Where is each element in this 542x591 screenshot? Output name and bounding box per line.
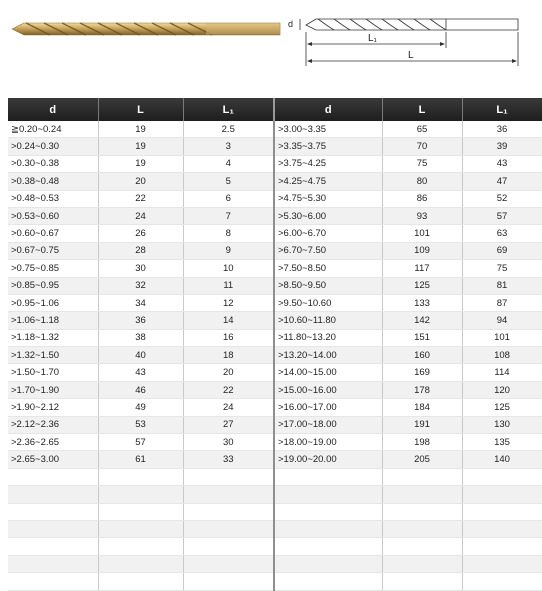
table-cell-empty <box>382 555 462 572</box>
table-cell-empty <box>382 538 462 555</box>
table-row <box>8 242 542 259</box>
table-cell: >1.90~2.12 <box>8 399 98 416</box>
table-cell-empty <box>8 486 98 503</box>
table-cell: 11 <box>183 277 274 294</box>
table-cell-empty <box>8 573 98 590</box>
table-cell: >2.65~3.00 <box>8 451 98 468</box>
table-row <box>8 312 542 329</box>
table-cell: >3.35~3.75 <box>274 138 382 155</box>
table-cell: 7 <box>183 207 274 224</box>
table-cell: >1.32~1.50 <box>8 347 98 364</box>
table-cell: 10 <box>183 260 274 277</box>
column-header: L₁ <box>462 98 542 121</box>
table-cell: 47 <box>462 173 542 190</box>
table-cell: 19 <box>98 155 183 172</box>
table-cell-empty <box>183 503 274 520</box>
table-cell: 125 <box>382 277 462 294</box>
table-cell: >9.50~10.60 <box>274 294 382 311</box>
table-cell: >1.70~1.90 <box>8 381 98 398</box>
table-cell: 191 <box>382 416 462 433</box>
table-cell: 2.5 <box>183 121 274 138</box>
table-cell: >0.95~1.06 <box>8 294 98 311</box>
table-cell: >6.70~7.50 <box>274 242 382 259</box>
table-cell: 20 <box>98 173 183 190</box>
table-cell: >0.48~0.53 <box>8 190 98 207</box>
table-cell: 19 <box>98 121 183 138</box>
table-cell-empty <box>274 538 382 555</box>
table-cell-empty <box>382 468 462 485</box>
table-cell: 26 <box>98 225 183 242</box>
table-cell: 36 <box>98 312 183 329</box>
table-cell: 22 <box>98 190 183 207</box>
table-cell: >3.00~3.35 <box>274 121 382 138</box>
table-cell: >1.50~1.70 <box>8 364 98 381</box>
table-row <box>8 225 542 242</box>
table-cell-empty <box>8 468 98 485</box>
table-cell: 87 <box>462 294 542 311</box>
table-cell-empty <box>274 520 382 537</box>
table-row-empty <box>8 503 542 520</box>
table-cell: >0.24~0.30 <box>8 138 98 155</box>
table-cell-empty <box>8 555 98 572</box>
table-cell: >2.12~2.36 <box>8 416 98 433</box>
table-cell: 75 <box>382 155 462 172</box>
table-cell-empty <box>274 555 382 572</box>
table-cell: >1.18~1.32 <box>8 329 98 346</box>
table-row <box>8 294 542 311</box>
table-cell-empty <box>382 573 462 590</box>
table-cell: 24 <box>98 207 183 224</box>
table-cell-empty <box>98 538 183 555</box>
table-cell: 133 <box>382 294 462 311</box>
table-cell-empty <box>8 520 98 537</box>
table-cell: >14.00~15.00 <box>274 364 382 381</box>
table-cell: 130 <box>462 416 542 433</box>
table-cell: 49 <box>98 399 183 416</box>
table-cell: 160 <box>382 347 462 364</box>
table-cell-empty <box>98 486 183 503</box>
table-row <box>8 329 542 346</box>
table-cell-empty <box>274 486 382 503</box>
table-cell: 178 <box>382 381 462 398</box>
table-cell-empty <box>8 503 98 520</box>
table-cell: 135 <box>462 434 542 451</box>
drill-size-table <box>8 98 542 591</box>
table-row-empty <box>8 555 542 572</box>
table-cell-empty <box>183 468 274 485</box>
table-cell: 34 <box>98 294 183 311</box>
table-cell: >3.75~4.25 <box>274 155 382 172</box>
table-cell: >0.53~0.60 <box>8 207 98 224</box>
table-cell-empty <box>274 468 382 485</box>
label-l: L <box>408 50 414 61</box>
label-d: d <box>288 19 294 29</box>
table-cell: >0.67~0.75 <box>8 242 98 259</box>
table-cell: >0.30~0.38 <box>8 155 98 172</box>
drill-dimension-diagram <box>286 6 536 72</box>
table-cell: 5 <box>183 173 274 190</box>
table-cell-empty <box>462 520 542 537</box>
table-cell: >0.75~0.85 <box>8 260 98 277</box>
table-row <box>8 207 542 224</box>
table-cell: 20 <box>183 364 274 381</box>
table-cell: 30 <box>98 260 183 277</box>
table-row-empty <box>8 486 542 503</box>
table-cell: 81 <box>462 277 542 294</box>
table-row <box>8 416 542 433</box>
table-header-row <box>8 98 542 121</box>
table-cell: >4.25~4.75 <box>274 173 382 190</box>
table-row <box>8 260 542 277</box>
table-cell: 140 <box>462 451 542 468</box>
table-cell: 57 <box>462 207 542 224</box>
table-cell: >6.00~6.70 <box>274 225 382 242</box>
table-cell: 120 <box>462 381 542 398</box>
table-cell-empty <box>462 486 542 503</box>
table-cell: >18.00~19.00 <box>274 434 382 451</box>
table-cell: 75 <box>462 260 542 277</box>
table-cell: 14 <box>183 312 274 329</box>
table-cell: 142 <box>382 312 462 329</box>
table-cell: >13.20~14.00 <box>274 347 382 364</box>
table-cell: 93 <box>382 207 462 224</box>
column-header: L₁ <box>183 98 274 121</box>
table-cell: 125 <box>462 399 542 416</box>
column-header: d <box>8 98 98 121</box>
table-cell-empty <box>183 573 274 590</box>
table-cell-empty <box>98 573 183 590</box>
table-cell: 36 <box>462 121 542 138</box>
table-cell: 27 <box>183 416 274 433</box>
table-cell: 28 <box>98 242 183 259</box>
table-cell: 8 <box>183 225 274 242</box>
table-cell: 61 <box>98 451 183 468</box>
table-cell: >0.38~0.48 <box>8 173 98 190</box>
table-cell: 53 <box>98 416 183 433</box>
table-cell-empty <box>98 520 183 537</box>
table-cell-empty <box>462 468 542 485</box>
table-cell: 101 <box>382 225 462 242</box>
table-cell: >10.60~11.80 <box>274 312 382 329</box>
table-cell: 6 <box>183 190 274 207</box>
table-cell: 198 <box>382 434 462 451</box>
table-cell: 101 <box>462 329 542 346</box>
table-cell-empty <box>8 538 98 555</box>
table-cell-empty <box>274 503 382 520</box>
table-cell: 108 <box>462 347 542 364</box>
table-cell: >0.85~0.95 <box>8 277 98 294</box>
table-cell: 94 <box>462 312 542 329</box>
table-row <box>8 399 542 416</box>
table-row <box>8 451 542 468</box>
table-cell: 4 <box>183 155 274 172</box>
table-cell: 38 <box>98 329 183 346</box>
table-row <box>8 347 542 364</box>
table-cell: 33 <box>183 451 274 468</box>
table-cell: 80 <box>382 173 462 190</box>
table-cell: 184 <box>382 399 462 416</box>
table-cell: 109 <box>382 242 462 259</box>
table-cell: >15.00~16.00 <box>274 381 382 398</box>
table-cell: 63 <box>462 225 542 242</box>
table-cell-empty <box>462 555 542 572</box>
table-row <box>8 381 542 398</box>
table-cell: 43 <box>98 364 183 381</box>
table-cell: >2.36~2.65 <box>8 434 98 451</box>
table-cell: 19 <box>98 138 183 155</box>
table-cell: 205 <box>382 451 462 468</box>
table-cell: >11.80~13.20 <box>274 329 382 346</box>
drill-bit-photo <box>8 6 283 52</box>
table-cell-empty <box>382 486 462 503</box>
table-cell-empty <box>98 503 183 520</box>
table-cell-empty <box>462 573 542 590</box>
table-cell: 12 <box>183 294 274 311</box>
table-cell-empty <box>462 503 542 520</box>
table-cell-empty <box>183 486 274 503</box>
table-row-empty <box>8 520 542 537</box>
table-cell: 169 <box>382 364 462 381</box>
table-cell: 40 <box>98 347 183 364</box>
table-cell: 18 <box>183 347 274 364</box>
table-cell: 65 <box>382 121 462 138</box>
table-row <box>8 277 542 294</box>
table-cell-empty <box>382 503 462 520</box>
table-cell: 52 <box>462 190 542 207</box>
table-cell: 39 <box>462 138 542 155</box>
table-row-empty <box>8 468 542 485</box>
table-cell: >5.30~6.00 <box>274 207 382 224</box>
table-cell-empty <box>183 520 274 537</box>
table-cell: >0.60~0.67 <box>8 225 98 242</box>
table-cell: 24 <box>183 399 274 416</box>
label-l1: L₁ <box>368 33 377 44</box>
table-cell-empty <box>98 468 183 485</box>
table-row <box>8 434 542 451</box>
table-cell: 117 <box>382 260 462 277</box>
table-cell: >19.00~20.00 <box>274 451 382 468</box>
table-cell-empty <box>462 538 542 555</box>
table-cell: >7.50~8.50 <box>274 260 382 277</box>
column-header: d <box>274 98 382 121</box>
table-row <box>8 155 542 172</box>
table-cell: 114 <box>462 364 542 381</box>
table-cell: 43 <box>462 155 542 172</box>
table-cell: 9 <box>183 242 274 259</box>
table-cell-empty <box>274 573 382 590</box>
table-cell: ≧0.20~0.24 <box>8 121 98 138</box>
table-row <box>8 173 542 190</box>
table-row-empty <box>8 573 542 590</box>
table-cell: 16 <box>183 329 274 346</box>
table-row <box>8 364 542 381</box>
table-cell-empty <box>183 538 274 555</box>
table-row <box>8 190 542 207</box>
table-cell: 30 <box>183 434 274 451</box>
table-cell: 86 <box>382 190 462 207</box>
table-cell: 69 <box>462 242 542 259</box>
table-cell: 22 <box>183 381 274 398</box>
column-header: L <box>382 98 462 121</box>
column-header: L <box>98 98 183 121</box>
table-cell: >1.06~1.18 <box>8 312 98 329</box>
table-cell: 46 <box>98 381 183 398</box>
table-cell-empty <box>183 555 274 572</box>
table-cell-empty <box>382 520 462 537</box>
table-cell: >4.75~5.30 <box>274 190 382 207</box>
table-row <box>8 138 542 155</box>
table-cell: 32 <box>98 277 183 294</box>
table-cell: >8.50~9.50 <box>274 277 382 294</box>
table-cell: >17.00~18.00 <box>274 416 382 433</box>
table-cell: 57 <box>98 434 183 451</box>
table-cell-empty <box>98 555 183 572</box>
table-row <box>8 121 542 138</box>
table-row-empty <box>8 538 542 555</box>
table-body <box>8 121 542 590</box>
table-cell: 151 <box>382 329 462 346</box>
table-cell: 3 <box>183 138 274 155</box>
table-cell: 70 <box>382 138 462 155</box>
table-cell: >16.00~17.00 <box>274 399 382 416</box>
